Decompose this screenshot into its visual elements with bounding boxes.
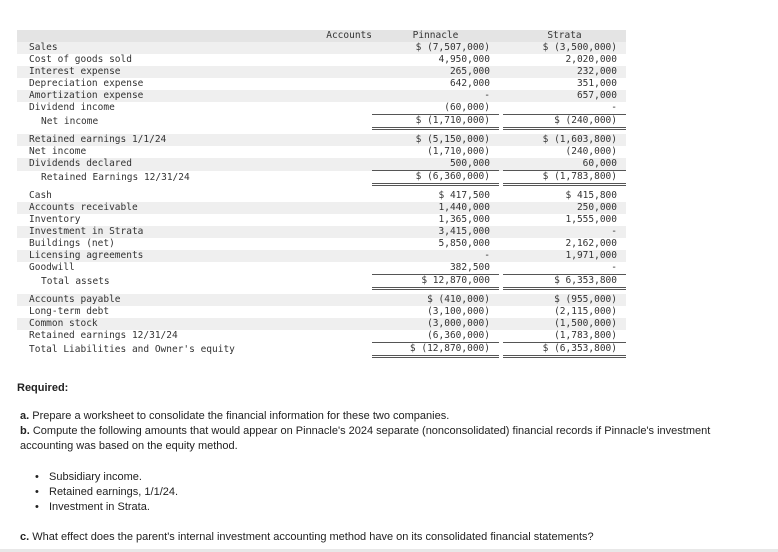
table-row xyxy=(17,158,626,171)
strata-value: $ 6,353,800 xyxy=(503,275,626,289)
requirement-c xyxy=(20,530,594,545)
strata-value: (1,500,000) xyxy=(503,318,626,330)
total-label: Retained Earnings 12/31/24 xyxy=(41,171,190,183)
pinnacle-value: - xyxy=(372,250,499,262)
requirement-c-text: What effect does the parent's internal investment accounting method have on its consolidated financial statements? xyxy=(32,531,594,543)
table-row xyxy=(17,262,626,275)
pinnacle-value: 500,000 xyxy=(372,158,499,171)
pinnacle-value: (3,000,000) xyxy=(372,318,499,330)
pinnacle-value: 1,365,000 xyxy=(438,214,490,225)
account-label: Amortization expense xyxy=(17,90,372,102)
strata-value: 250,000 xyxy=(503,202,626,214)
strata-value: $ (1,603,800) xyxy=(503,134,626,146)
strata-value: $ (240,000) xyxy=(503,115,626,129)
total-row xyxy=(17,115,626,129)
requirement-b-bullet-list xyxy=(33,470,178,515)
account-label: Dividends declared xyxy=(17,158,372,171)
account-label: Retained earnings 1/1/24 xyxy=(17,134,372,146)
account-label: Dividend income xyxy=(29,102,115,114)
bullet-item: • Retained earnings, 1/1/24. xyxy=(33,485,178,500)
requirement-b-text: Compute the following amounts that would appear on Pinnacle's 2024 separate (nonconsolidated) financial records if Pinnacle's investment accounting was based on the equity method. xyxy=(20,425,711,452)
table-row xyxy=(17,190,626,202)
accounts-header: Accounts xyxy=(17,30,372,42)
pinnacle-value: 4,950,000 xyxy=(438,54,490,65)
pinnacle-value: (3,100,000) xyxy=(427,306,490,317)
account-label: Cash xyxy=(29,190,52,201)
strata-value: $ (6,353,800) xyxy=(503,343,626,357)
strata-value: 60,000 xyxy=(503,158,626,171)
account-label: Investment in Strata xyxy=(17,226,372,238)
bullet-item: • Investment in Strata. xyxy=(33,500,178,515)
strata-value: 2,020,000 xyxy=(565,54,617,65)
requirement-a-text: Prepare a worksheet to consolidate the financial information for these two companies. xyxy=(32,410,450,422)
pinnacle-value: 265,000 xyxy=(372,66,499,78)
table-row xyxy=(17,330,626,343)
pinnacle-value: (60,000) xyxy=(444,102,490,113)
account-label: Accounts receivable xyxy=(17,202,372,214)
strata-value: (1,783,800) xyxy=(554,330,617,341)
table-row xyxy=(17,146,626,158)
total-row xyxy=(17,343,626,357)
strata-header: Strata xyxy=(503,30,626,42)
table-row xyxy=(17,134,626,146)
pinnacle-value: $ (6,360,000) xyxy=(372,171,499,185)
pinnacle-value: $ (7,507,000) xyxy=(372,42,499,54)
strata-value: 2,162,000 xyxy=(565,238,617,249)
strata-value: $ 415,800 xyxy=(565,190,617,201)
table-row xyxy=(17,306,626,318)
account-label: Common stock xyxy=(17,318,372,330)
total-label: Net income xyxy=(41,115,99,127)
financial-statement-table xyxy=(17,30,626,358)
table-row xyxy=(17,54,626,66)
pinnacle-value: 642,000 xyxy=(449,78,490,89)
strata-value: 232,000 xyxy=(503,66,626,78)
strata-value: (240,000) xyxy=(565,146,617,157)
strata-value: $ (3,500,000) xyxy=(503,42,626,54)
strata-value: - xyxy=(611,102,617,113)
pinnacle-value: $ (1,710,000) xyxy=(372,115,499,129)
account-label: Interest expense xyxy=(17,66,372,78)
account-label: Long-term debt xyxy=(29,306,110,317)
strata-value: 351,000 xyxy=(576,78,617,89)
account-label: Inventory xyxy=(29,214,81,225)
pinnacle-value: $ (12,870,000) xyxy=(372,343,499,357)
account-label: Goodwill xyxy=(29,262,75,274)
pinnacle-value: (6,360,000) xyxy=(427,330,490,341)
table-row xyxy=(17,202,626,214)
strata-value: 1,555,000 xyxy=(565,214,617,225)
table-header-row xyxy=(17,30,626,42)
account-label: Licensing agreements xyxy=(17,250,372,262)
table-row xyxy=(17,66,626,78)
account-label: Cost of goods sold xyxy=(29,54,132,65)
table-row xyxy=(17,90,626,102)
pinnacle-value: (1,710,000) xyxy=(427,146,490,157)
table-row xyxy=(17,42,626,54)
pinnacle-value: $ 12,870,000 xyxy=(372,275,499,289)
table-row xyxy=(17,226,626,238)
financial-statement-body xyxy=(17,30,626,357)
pinnacle-value: 3,415,000 xyxy=(372,226,499,238)
pinnacle-value: $ 417,500 xyxy=(438,190,490,201)
requirement-c-letter: c. xyxy=(20,531,30,543)
required-heading: Required: xyxy=(17,382,69,394)
requirement-a xyxy=(20,409,449,424)
account-label: Net income xyxy=(29,146,87,157)
strata-value: 657,000 xyxy=(503,90,626,102)
pinnacle-header: Pinnacle xyxy=(372,30,499,42)
strata-value: $ (1,783,800) xyxy=(503,171,626,185)
total-label: Total Liabilities and Owner's equity xyxy=(29,343,235,355)
strata-value: - xyxy=(611,262,617,273)
pinnacle-value: $ (410,000) xyxy=(372,294,499,306)
requirement-b-letter: b. xyxy=(20,425,30,437)
requirement-b xyxy=(20,424,760,454)
strata-value: $ (955,000) xyxy=(503,294,626,306)
total-label: Total assets xyxy=(41,275,110,287)
account-label: Buildings (net) xyxy=(29,238,115,249)
table-row xyxy=(17,238,626,250)
table-row xyxy=(17,214,626,226)
strata-value: (2,115,000) xyxy=(554,306,617,317)
pinnacle-value: 382,500 xyxy=(449,262,490,273)
total-row xyxy=(17,171,626,185)
requirement-a-letter: a. xyxy=(20,410,30,422)
strata-value: 1,971,000 xyxy=(503,250,626,262)
table-row xyxy=(17,250,626,262)
account-label: Accounts payable xyxy=(17,294,372,306)
account-label: Depreciation expense xyxy=(29,78,144,89)
table-row xyxy=(17,294,626,306)
bullet-item: • Subsidiary income. xyxy=(33,470,178,485)
table-row xyxy=(17,102,626,115)
total-row xyxy=(17,275,626,289)
account-label: Sales xyxy=(17,42,372,54)
pinnacle-value: $ (5,150,000) xyxy=(372,134,499,146)
account-label: Retained earnings 12/31/24 xyxy=(29,330,178,342)
strata-value: - xyxy=(503,226,626,238)
pinnacle-value: 1,440,000 xyxy=(372,202,499,214)
table-row xyxy=(17,318,626,330)
table-row xyxy=(17,78,626,90)
pinnacle-value: - xyxy=(372,90,499,102)
pinnacle-value: 5,850,000 xyxy=(438,238,490,249)
